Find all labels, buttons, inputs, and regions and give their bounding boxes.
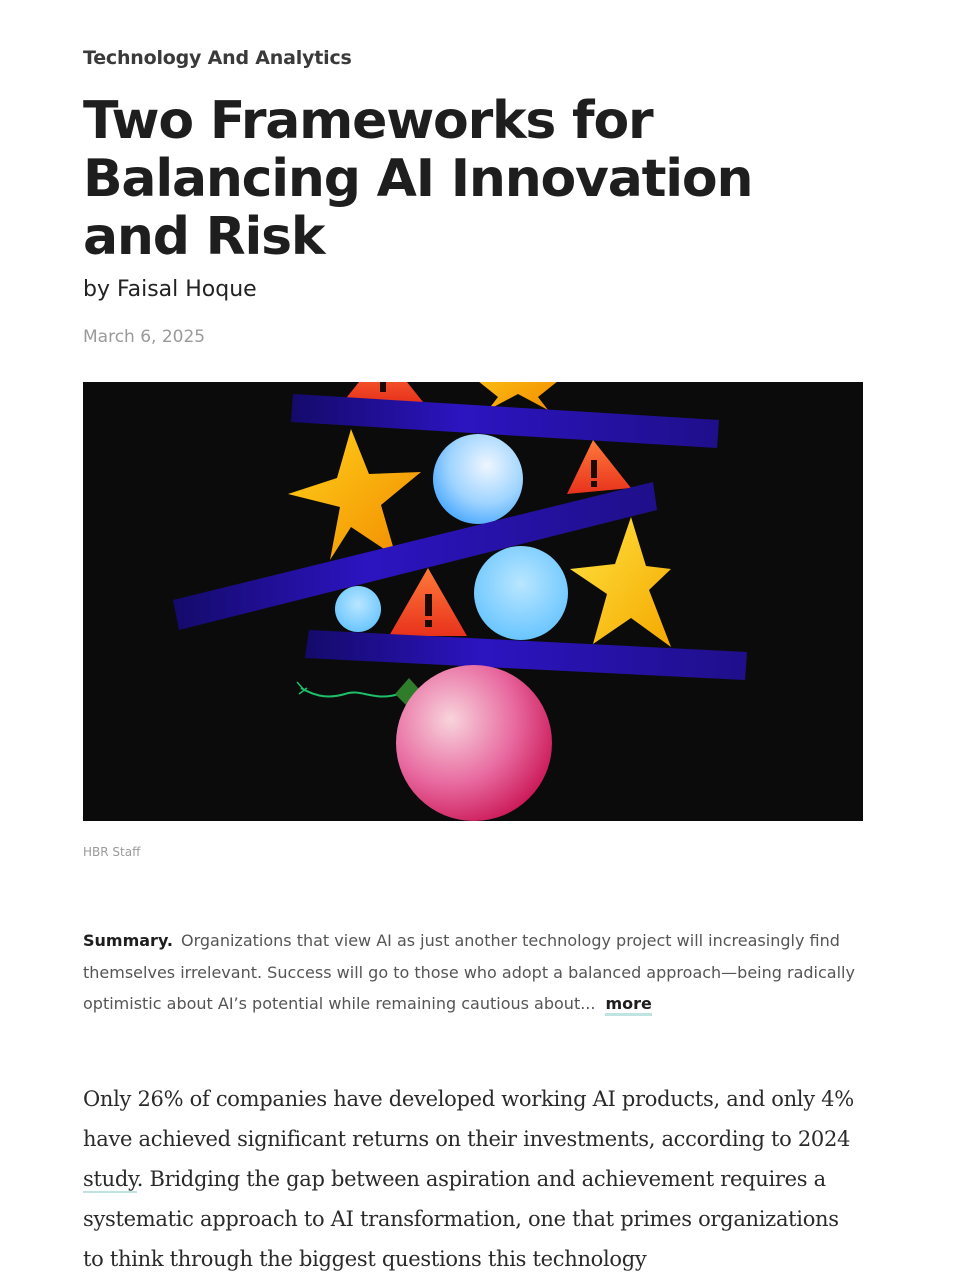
article-title: Two Frameworks for Balancing AI Innovation and Risk <box>83 91 753 267</box>
summary-text: Organizations that view AI as just another technology project will increasingly find themselves irrelevant. Success will go to those who adopt a balanced approach—being radically optimistic about AI’s potential while remaining cautious about... <box>83 931 855 1013</box>
warning-icon <box>567 440 631 494</box>
hero-illustration <box>83 382 863 821</box>
bubble-icon <box>433 434 523 524</box>
star-icon <box>473 382 563 410</box>
category-link[interactable]: Technology And Analytics <box>83 47 352 69</box>
summary-label: Summary. <box>83 931 173 950</box>
article-summary <box>83 925 863 1020</box>
summary-more-link[interactable]: more <box>605 994 651 1016</box>
fuse-icon <box>301 688 399 697</box>
bomb-icon <box>396 665 552 821</box>
star-icon <box>288 429 421 560</box>
star-icon <box>570 517 671 647</box>
warning-icon <box>389 568 467 636</box>
study-link[interactable]: study <box>83 1167 137 1191</box>
body-paragraph <box>83 1079 863 1279</box>
body-text-1: Only 26% of companies have developed working AI products, and only 4% have achieved significant returns on their investments, according to 2024 <box>83 1087 854 1151</box>
bubble-icon <box>335 586 381 632</box>
bubble-icon <box>474 546 568 640</box>
author-byline[interactable]: by Faisal Hoque <box>83 277 257 302</box>
image-credit: HBR Staff <box>83 845 141 859</box>
publish-date: March 6, 2025 <box>83 327 206 347</box>
body-text-2: . Bridging the gap between aspiration and achievement requires a systematic approach to AI transformation, one that primes organizations to think through the biggest questions this technology <box>83 1167 839 1271</box>
